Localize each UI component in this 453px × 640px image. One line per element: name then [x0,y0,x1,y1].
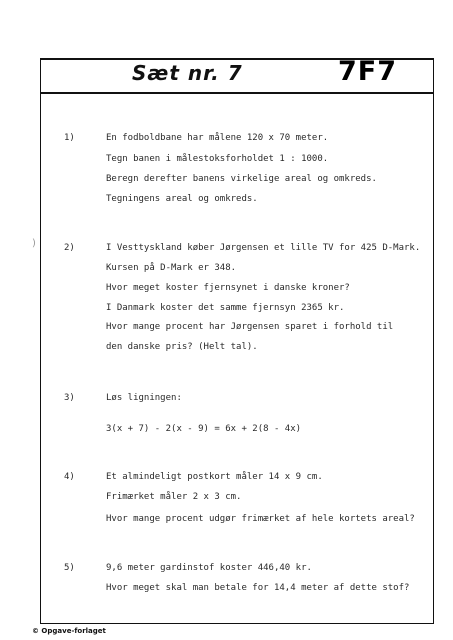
set-code: 7F7 [338,56,398,87]
problem-4-line: Frimærket måler 2 x 3 cm. [106,492,242,502]
problem-2-line: den danske pris? (Helt tal). [106,342,258,352]
problem-1-line: Tegn banen i målestoksforholdet 1 : 1000. [106,154,329,164]
header-divider [40,92,434,94]
problem-2-line: Kursen på D-Mark er 348. [106,263,237,273]
problem-5-line: Hvor meget skal man betale for 14,4 meter af dette stof? [106,583,410,593]
problem-2-line: Hvor meget koster fjernsynet i danske kroner? [106,283,350,293]
problem-4-line: Et almindeligt postkort måler 14 x 9 cm. [106,472,323,482]
problem-4-number: 4) [64,472,75,482]
problem-2-line: I Danmark koster det samme fjernsyn 2365 kr. [106,303,345,313]
set-title: Sæt nr. 7 [132,61,243,85]
problem-3-line: Løs ligningen: [106,393,182,403]
problem-3-equation: 3(x + 7) - 2(x - 9) = 6x + 2(8 - 4x) [106,424,302,434]
publisher-footer: © Opgave-forlaget [32,627,106,635]
problem-1-line: En fodboldbane har målene 120 x 70 meter. [106,133,329,143]
problem-1-line: Tegningens areal og omkreds. [106,194,258,204]
problem-2-number: 2) [64,243,75,253]
problem-2-line: Hvor mange procent har Jørgensen sparet i forhold til [106,322,394,332]
problem-4-line: Hvor mange procent udgør frimærket af hele kortets areal? [106,514,415,524]
problem-3-number: 3) [64,393,75,403]
problem-5-number: 5) [64,563,75,573]
problem-2-line: I Vesttyskland køber Jørgensen et lille TV for 425 D-Mark. [106,243,421,253]
problem-1-line: Beregn derefter banens virkelige areal og omkreds. [106,174,377,184]
problem-1-number: 1) [64,133,75,143]
problem-5-line: 9,6 meter gardinstof koster 446,40 kr. [106,563,312,573]
margin-mark: ) [32,238,36,249]
